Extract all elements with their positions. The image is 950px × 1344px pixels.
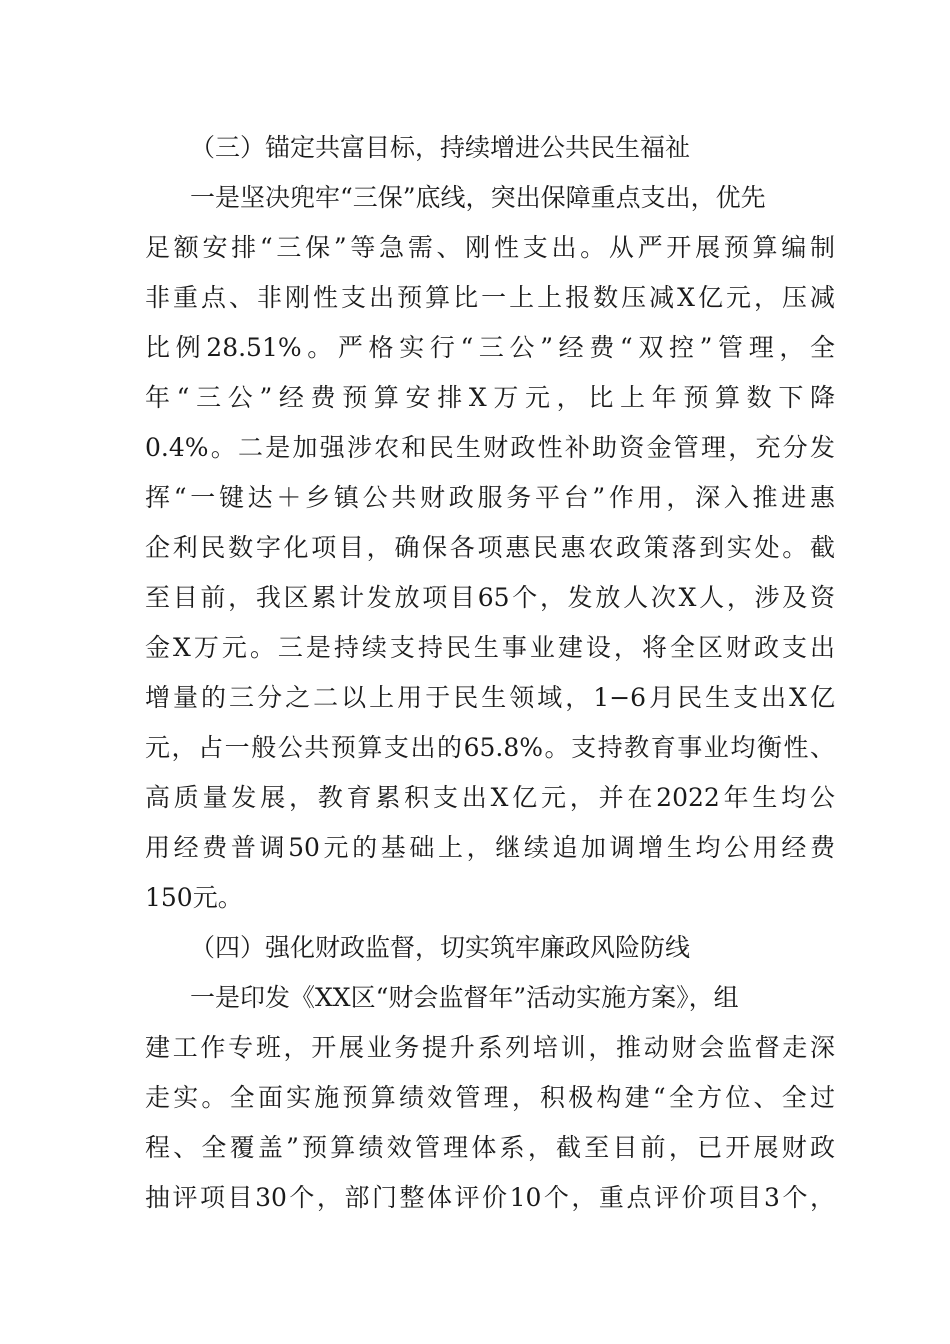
paragraph-line: 用经费普调50元的基础上，继续追加调增生均公用经费 (145, 833, 835, 862)
paragraph-line: 元，占一般公共预算支出的65.8%。支持教育事业均衡性、 (145, 733, 835, 762)
paragraph-line: 比例28.51%。严格实行“三公”经费“双控”管理，全 (145, 333, 835, 362)
paragraph-line: 企利民数字化项目，确保各项惠民惠农政策落到实处。截 (145, 533, 835, 562)
paragraph-line: 挥“一键达＋乡镇公共财政服务平台”作用，深入推进惠 (145, 483, 835, 512)
paragraph-line: 金X万元。三是持续支持民生事业建设，将全区财政支出 (145, 633, 835, 662)
paragraph-line: 非重点、非刚性支出预算比一上上报数压减X亿元，压减 (145, 283, 835, 312)
section-heading-4: （四）强化财政监督，切实筑牢廉政风险防线 (190, 933, 691, 962)
paragraph-line: 至目前，我区累计发放项目65个，发放人次X人，涉及资 (145, 583, 835, 612)
paragraph-line: 150元。 (145, 883, 243, 912)
paragraph-line: 走实。全面实施预算绩效管理，积极构建“全方位、全过 (145, 1083, 835, 1112)
paragraph-line: 一是坚决兜牢“三保”底线，突出保障重点支出，优先 (190, 183, 766, 212)
paragraph-line: 年“三公”经费预算安排X万元，比上年预算数下降 (145, 383, 835, 412)
paragraph-line: 抽评项目30个，部门整体评价10个，重点评价项目3个， (145, 1183, 835, 1212)
paragraph-line: 足额安排“三保”等急需、刚性支出。从严开展预算编制 (145, 233, 835, 262)
section-heading-3: （三）锚定共富目标，持续增进公共民生福祉 (190, 133, 691, 162)
paragraph-line: 高质量发展，教育累积支出X亿元，并在2022年生均公 (145, 783, 835, 812)
paragraph-line: 程、全覆盖”预算绩效管理体系，截至目前，已开展财政 (145, 1133, 835, 1162)
paragraph-line: 建工作专班，开展业务提升系列培训，推动财会监督走深 (145, 1033, 835, 1062)
paragraph-line: 增量的三分之二以上用于民生领域，1−6月民生支出X亿 (145, 683, 835, 712)
paragraph-line: 0.4%。二是加强涉农和民生财政性补助资金管理，充分发 (145, 433, 835, 462)
paragraph-line: 一是印发《XX区“财会监督年”活动实施方案》，组 (190, 983, 739, 1012)
